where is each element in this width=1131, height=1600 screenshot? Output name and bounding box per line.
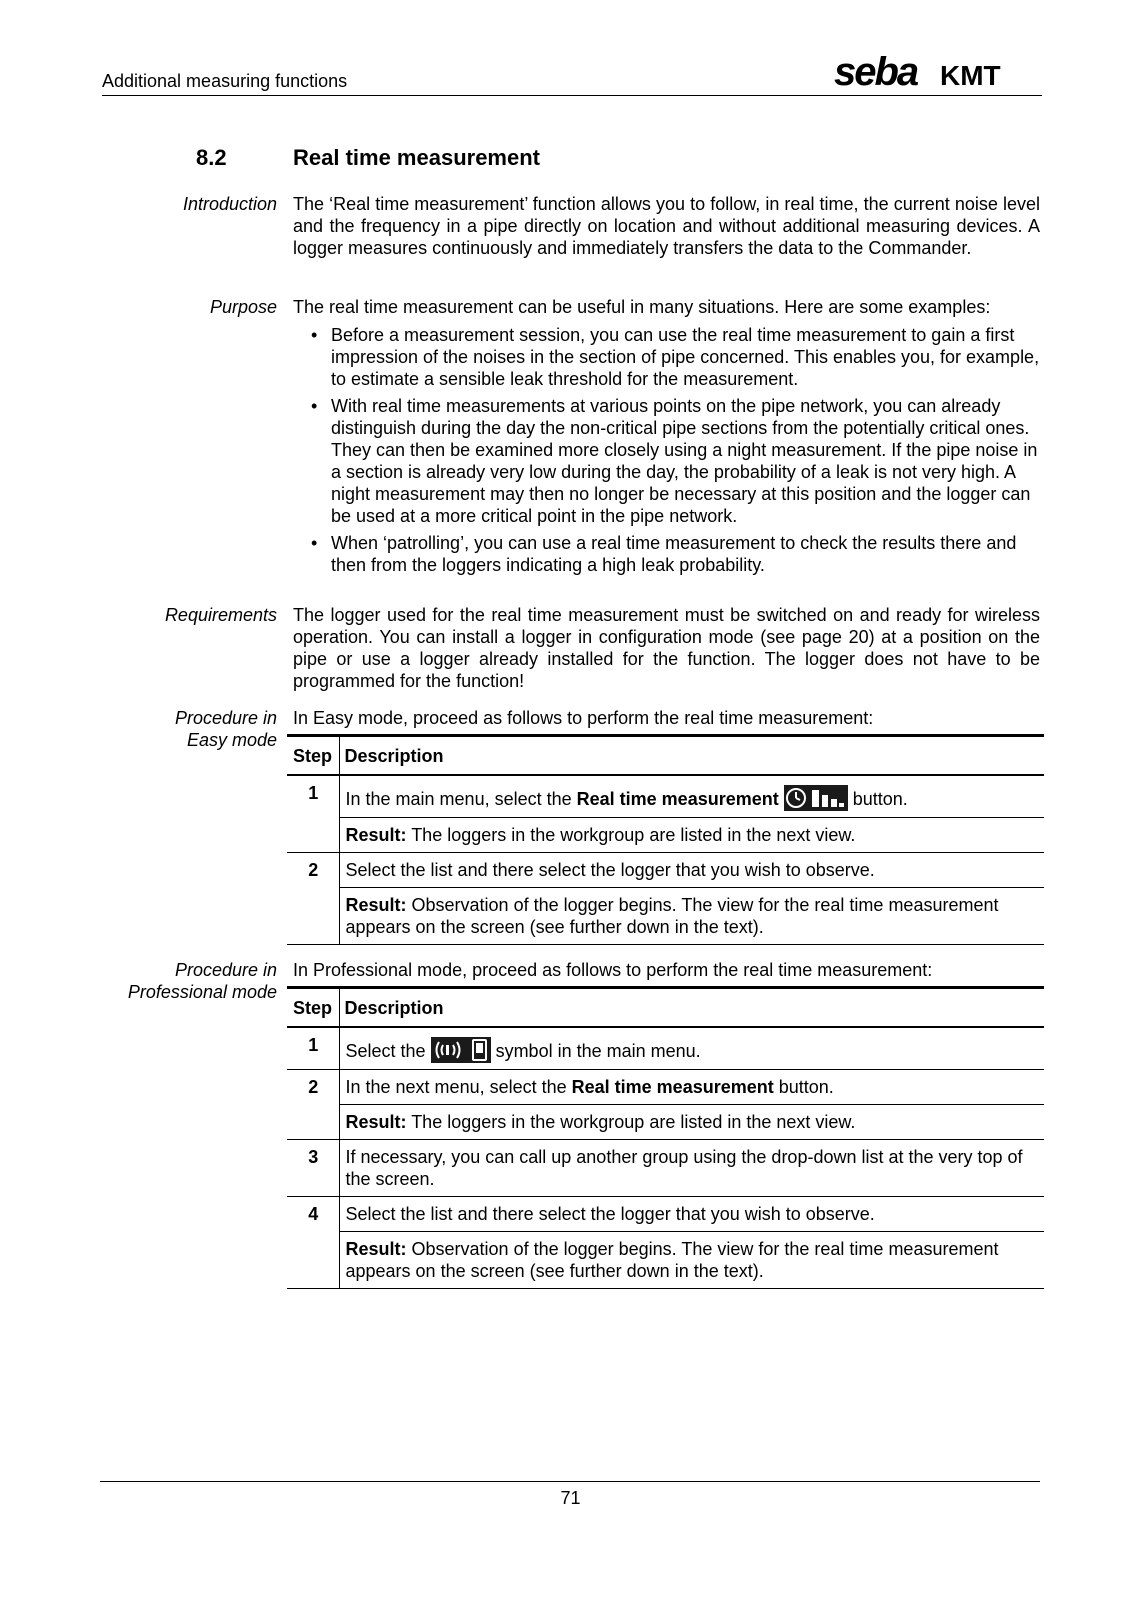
wireless-logger-icon <box>431 1037 491 1063</box>
section-title: Real time measurement <box>293 145 540 170</box>
table-row <box>287 1070 1044 1105</box>
svg-text:KMT: KMT <box>940 60 1001 91</box>
step-description: In the main menu, select the Real time measurement button. <box>339 775 1044 818</box>
table-row <box>287 1140 1044 1197</box>
step-number: 3 <box>287 1140 339 1197</box>
pro-intro: In Professional mode, proceed as follows to perform the real time measurement: <box>293 960 933 980</box>
step-result: Result: Observation of the logger begins. The view for the real time measurement appears on the screen (see further down in the text). <box>339 1232 1044 1289</box>
description-column-header: Description <box>344 746 444 766</box>
table-row <box>287 1232 1044 1289</box>
step-result: Result: Observation of the logger begins. The view for the real time measurement appears on the screen (see further down in the text). <box>339 888 1044 945</box>
step-result: Result: The loggers in the workgroup are listed in the next view. <box>339 818 1044 853</box>
professional-mode-label <box>110 959 277 1003</box>
purpose-bullet-list <box>293 324 1040 576</box>
table-row <box>287 888 1044 945</box>
step-result: Result: The loggers in the workgroup are listed in the next view. <box>339 1105 1044 1140</box>
easy-intro: In Easy mode, proceed as follows to perform the real time measurement: <box>293 708 874 728</box>
step-description: If necessary, you can call up another group using the drop-down list at the very top of the screen. <box>339 1140 1044 1197</box>
footer-rule <box>100 1481 1040 1482</box>
requirements-text: The logger used for the real time measurement must be switched on and ready for wireless operation. You can install a logger in configuration mode (see page 20) at a position on the pipe or use a logger already installed for the function. The logger does not have to be programmed for the function! <box>293 605 1040 691</box>
easy-mode-label <box>110 707 277 751</box>
easy-steps-table <box>287 734 1044 945</box>
clock-and-bar-chart-icon <box>784 785 848 811</box>
introduction-text: The ‘Real time measurement’ function allows you to follow, in real time, the current noise level and the frequency in a pipe directly on location and without additional measuring devices. A logger measures continuously and immediately transfers the data to the Commander. <box>293 194 1040 258</box>
step-description: Select the list and there select the logger that you wish to observe. <box>339 853 1044 888</box>
page-number: 71 <box>560 1488 581 1508</box>
header-title: Additional measuring functions <box>102 71 348 91</box>
table-header-row <box>287 988 1044 1028</box>
purpose-text: The real time measurement can be useful in many situations. Here are some examples: <box>293 297 991 317</box>
purpose-bullet: • When ‘patrolling’, you can use a real time measurement to check the results there and then from the loggers indicating a high leak probability. <box>293 532 1040 576</box>
step-description: Select the symbol in the main menu. <box>339 1027 1044 1070</box>
step-number: 2 <box>287 853 339 945</box>
table-row <box>287 1105 1044 1140</box>
step-column-header: Step <box>287 736 339 776</box>
table-row <box>287 1197 1044 1232</box>
step-number: 1 <box>287 1027 339 1070</box>
table-row <box>287 1027 1044 1070</box>
step-description: In the next menu, select the Real time measurement button. <box>339 1070 1044 1105</box>
requirements-label: Requirements <box>164 605 277 625</box>
bold-term: Real time measurement <box>576 789 779 809</box>
professional-steps-table <box>287 986 1044 1289</box>
step-column-header: Step <box>287 988 339 1028</box>
purpose-bullet: • With real time measurements at various points on the pipe network, you can already distinguish during the day the non-critical pipe sections from the potentially critical ones. They can then be examined more closely using a night measurement. If the pipe noise in a section is already very low during the day, the probability of a leak is not very high. A night measurement may then no longer be necessary at this position and the logger can be used at a more critical point in the pipe network. <box>293 395 1040 527</box>
pro-label-line1: Procedure in <box>174 960 277 980</box>
step-number: 2 <box>287 1070 339 1140</box>
table-row <box>287 818 1044 853</box>
easy-label-line2: Easy mode <box>186 730 277 750</box>
purpose-label: Purpose <box>209 297 277 317</box>
step-description: Select the list and there select the logger that you wish to observe. <box>339 1197 1044 1232</box>
professional-mode-content <box>293 959 1040 1289</box>
easy-label-line1: Procedure in <box>174 708 277 728</box>
table-row <box>287 853 1044 888</box>
step-number: 1 <box>287 775 339 853</box>
purpose-bullet: • Before a measurement session, you can use the real time measurement to gain a first impression of the noises in the section of pipe concerned. This enables you, for example, to estimate a sensible leak threshold for the measurement. <box>293 324 1040 390</box>
purpose-content <box>293 296 1040 581</box>
page-header <box>102 50 1042 96</box>
description-column-header: Description <box>344 998 444 1018</box>
svg-text:seba: seba <box>834 54 918 92</box>
table-header-row <box>287 736 1044 776</box>
introduction-label: Introduction <box>182 194 277 214</box>
pro-label-line2: Professional mode <box>127 982 277 1002</box>
step-number: 4 <box>287 1197 339 1289</box>
sebakmt-logo <box>834 54 1038 92</box>
section-number: 8.2 <box>196 145 227 170</box>
bold-term: Real time measurement <box>571 1077 774 1097</box>
easy-mode-content <box>293 707 1040 945</box>
table-row <box>287 775 1044 818</box>
